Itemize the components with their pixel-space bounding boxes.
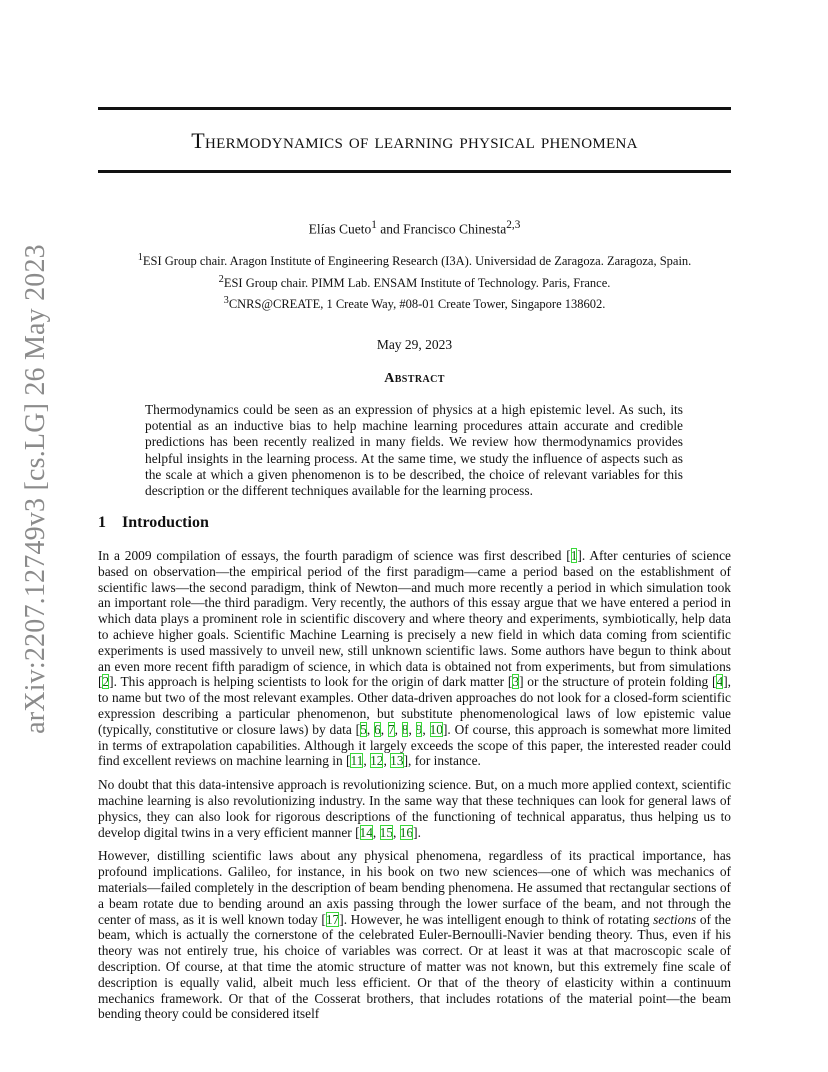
- paragraph-2: No doubt that this data-intensive approach is revolutionizing science. But, on a much more applied context, scientific machine learning is also revolutionizing industry. In the same way that these techniques can look for general laws of physics, they can also look for rigorous descriptions of the functioning of technical apparatus, thus helping us to develop digital twins in a very efficient manner [14, 15, 16].: [98, 777, 731, 840]
- citation-link[interactable]: 7: [387, 721, 395, 737]
- citation-link[interactable]: 10: [429, 721, 443, 737]
- arxiv-sidebar-stamp: [20, 244, 52, 734]
- citation-link[interactable]: 2: [102, 674, 110, 690]
- citation-link[interactable]: 13: [390, 753, 404, 769]
- author-list: Elías Cueto$^1$ and Francisco Chinesta$^{2,3}$: [308, 219, 521, 237]
- affiliations: [98, 249, 731, 314]
- citation-link[interactable]: 9: [415, 721, 423, 737]
- citation-link[interactable]: 14: [359, 824, 373, 840]
- paragraph-1: In a 2009 compilation of essays, the fourth paradigm of science was first described [1]. After centuries of science based on observation—the empirical period of the first paradigm—came a period based on the establishment of scientific laws—the second paradigm, think of Newton—and much more recently a period in which simulation took an important role—the third paradigm. Very recently, the authors of this essay argue that we have entered a period in which data plays a prominent role in scientific discovery and where theory and experiments, symbiotically, help data to achieve higher goals. Scientific Machine Learning is precisely a new field in which data coming from scientific experiments is used massively to unveil new, still unknown scientific laws. Some authors have begun to think about an even more recent fifth paradigm of science, in which data is obtained not from experiments, but from simulations [2]. This approach is helping scientists to look for the origin of dark matter [3] or the structure of protein folding [4], to name but two of the most relevant examples. Other data-driven approaches do not look for a closed-form scientific expression describing a particular phenomenon, but substitute phenomenological laws of low epistemic value (typically, constitutive or closure laws) by data [5, 6, 7, 8, 9, 10]. Of course, this approach is somewhat more limited in terms of extrapolation capabilities. Although it largely exceeds the scope of this paper, the interested reader could find excellent reviews on machine learning in [11, 12, 13], for instance.: [98, 548, 731, 769]
- affiliation-1: $^1$ESI Group chair. Aragon Institute of Engineering Research (I3A). Universidad de Zaragoza. Zaragoza, Spain.: [137, 252, 692, 269]
- title-bottom-rule: [98, 170, 731, 173]
- paragraph-3: However, distilling scientific laws about any physical phenomena, regardless of its practical importance, has profound implications. Galileo, for instance, in his book on two new sciences—one of which was mechanics of materials—failed completely in the description of beam bending phenomena. He assumed that rectangular sections of a beam rotate due to bending around an axis passing through the lower surface of the beam, and not through the center of mass, as it is well known today [17]. However, he was intelligent enough to think of rotating sections of the beam, which is actually the cornerstone of the celebrated Euler-Bernoulli-Navier bending theory. Thus, even if his theory was not entirely true, his choice of variables was correct. Or at least it was at that macroscopic scale of description. Of course, at that time the atomic structure of matter was not known, but this extremely fine scale of description is equally valid, albeit much less efficient. Or that of the theory of elasticity within a continuum mechanics framework. Or that of the Cosserat brothers, that includes rotations of the material point—the beam bending theory could be considered itself: [98, 848, 731, 1022]
- body-text: [98, 548, 731, 1030]
- citation-link[interactable]: 1: [570, 548, 578, 563]
- citation-link[interactable]: 8: [401, 721, 409, 737]
- abstract-heading: Abstract: [384, 371, 445, 386]
- citation-link[interactable]: 6: [374, 721, 381, 737]
- citation-link[interactable]: 5: [360, 721, 367, 737]
- arxiv-id: arXiv:2207.12749v3 [cs.LG] 26 May 2023: [20, 244, 52, 734]
- citation-link[interactable]: 12: [370, 753, 384, 769]
- affiliation-2: $^2$ESI Group chair. PIMM Lab. ENSAM Institute of Technology. Paris, France.: [218, 273, 611, 290]
- publication-date: May 29, 2023: [376, 337, 453, 352]
- citation-link[interactable]: 3: [512, 674, 520, 690]
- citation-link[interactable]: 16: [399, 824, 414, 840]
- paper-title: Thermodynamics of learning physical phenomena: [191, 128, 638, 153]
- affiliation-3: $^3$CNRS@CREATE, 1 Create Way, #08-01 Create Tower, Singapore 138602.: [223, 295, 606, 312]
- section-title: Introduction: [122, 514, 209, 531]
- abstract-text: Thermodynamics could be seen as an expression of physics at a high epistemic level. As such, its potential as an inductive bias to help machine learning procedures attain accurate and credible predictions has been recently realized in many fields. We review how thermodynamics provides helpful insights in the learning process. At the same time, we study the influence of aspects such as the scale at which a given phenomenon is to be described, the choice of relevant variables for this description or the different techniques available for the learning process.: [145, 402, 683, 499]
- section-heading: [98, 514, 209, 532]
- title-top-rule: [98, 107, 731, 110]
- citation-link[interactable]: 11: [350, 753, 364, 769]
- citation-link[interactable]: 17: [325, 911, 340, 927]
- section-number: 1: [98, 514, 106, 531]
- citation-link[interactable]: 15: [379, 824, 394, 840]
- citation-link[interactable]: 4: [716, 674, 724, 690]
